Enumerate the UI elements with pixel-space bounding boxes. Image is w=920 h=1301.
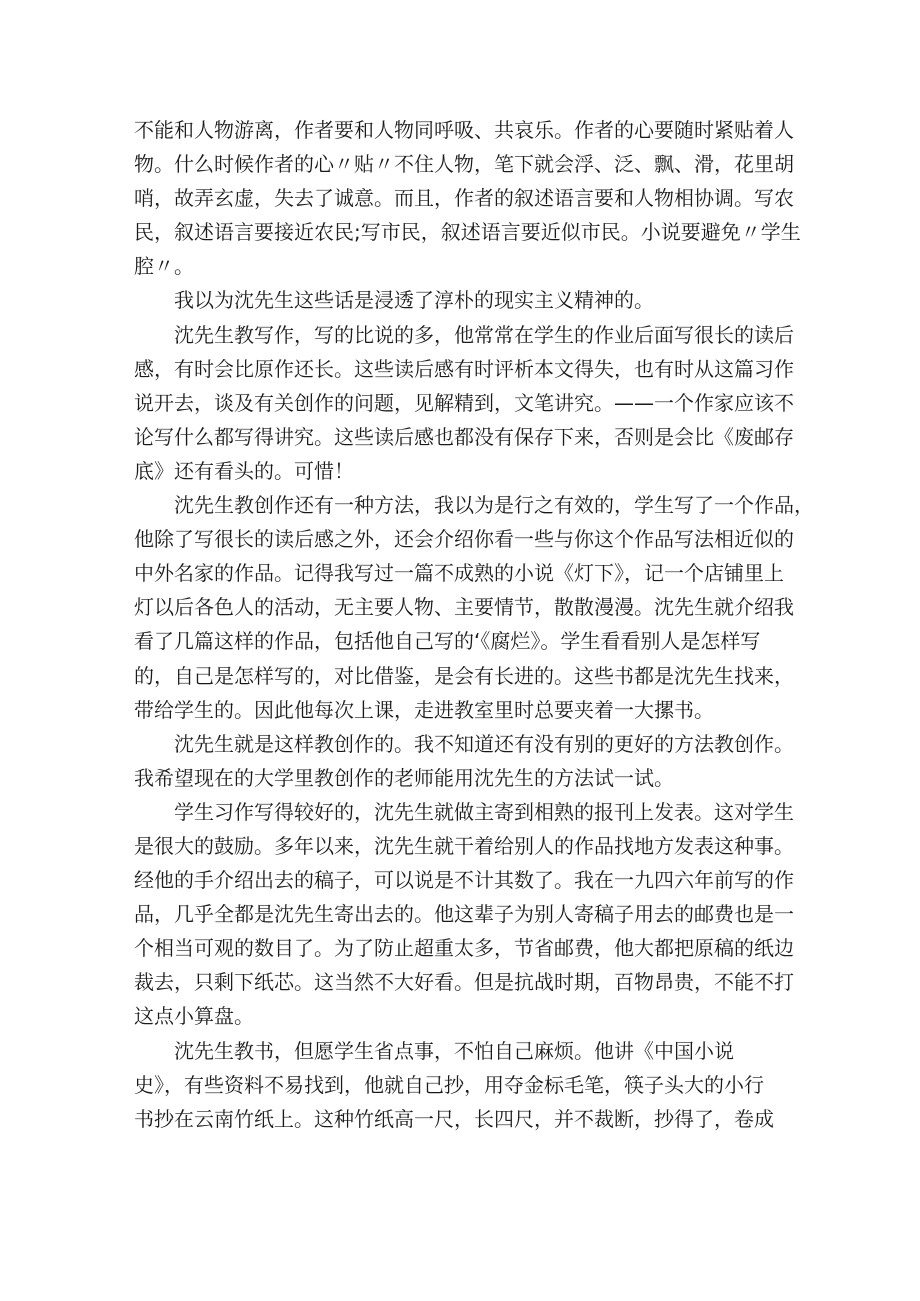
text-line: 灯以后各色人的活动，无主要人物、主要情节，散散漫漫。沈先生就介绍我 [134, 595, 794, 620]
text-line: 带给学生的。因此他每次上课，走进教室里时总要夹着一大摞书。 [134, 697, 714, 722]
text-line: 哨，故弄玄虚，失去了诚意。而且，作者的叙述语言要和人物相协调。写农 [134, 186, 794, 211]
text-line: 史》，有些资料不易找到，他就自己抄，用夺金标毛笔，筷子头大的小行 [134, 1072, 764, 1097]
text-line: 他除了写很长的读后感之外，还会介绍你看一些与你这个作品写法相近似的 [134, 527, 794, 552]
paragraph-first-line: 沈先生就是这样教创作的。我不知道还有没有别的更好的方法教创作。 [174, 731, 794, 756]
paragraph-first-line: 学生习作写得较好的，沈先生就做主寄到相熟的报刊上发表。这对学生 [174, 799, 794, 824]
paragraph-first-line: 沈先生教写作，写的比说的多，他常常在学生的作业后面写很长的读后 [174, 322, 794, 347]
text-line: 是很大的鼓励。多年以来，沈先生就干着给别人的作品找地方发表这种事。 [134, 833, 794, 858]
text-line: 物。什么时候作者的心〃贴〃不住人物，笔下就会浮、泛、飘、滑，花里胡 [134, 152, 794, 177]
text-line: 民，叙述语言要接近农民;写市民，叙述语言要近似市民。小说要避免〃学生 [134, 220, 801, 245]
text-line: 经他的手介绍出去的稿子，可以说是不计其数了。我在一九四六年前写的作 [134, 868, 794, 893]
paragraph-first-line: 沈先生教书，但愿学生省点事，不怕自己麻烦。他讲《中国小说 [174, 1038, 734, 1063]
text-line: 书抄在云南竹纸上。这种竹纸高一尺，长四尺，并不裁断，抄得了，卷成 [134, 1106, 774, 1131]
text-line: 腔〃。 [134, 254, 194, 279]
paragraph-first-line: 我以为沈先生这些话是浸透了淳朴的现实主义精神的。 [174, 288, 654, 313]
text-line: 底》还有看头的。可惜！ [134, 458, 354, 483]
text-line: 看了几篇这样的作品，包括他自己写的‘《腐烂》。学生看看别人是怎样写 [134, 629, 761, 654]
text-line: 个相当可观的数目了。为了防止超重太多，节省邮费，他大都把原稿的纸边 [134, 936, 794, 961]
text-line: 品，几乎全都是沈先生寄出去的。他这辈子为别人寄稿子用去的邮费也是一 [134, 902, 794, 927]
paragraph-first-line: 沈先生教创作还有一种方法，我以为是行之有效的，学生写了一个作品， [174, 493, 814, 518]
text-line: 中外名家的作品。记得我写过一篇不成熟的小说《灯下》，记一个店铺里上 [134, 561, 784, 586]
text-line: 论写什么都写得讲究。这些读后感也都没有保存下来，否则是会比《废邮存 [134, 424, 794, 449]
text-line: 不能和人物游离，作者要和人物同呼吸、共哀乐。作者的心要随时紧贴着人 [134, 118, 794, 142]
text-line: 这点小算盘。 [134, 1004, 254, 1029]
text-line: 裁去，只剩下纸芯。这当然不大好看。但是抗战时期，百物昂贵，不能不打 [134, 970, 794, 995]
article-body [134, 113, 814, 1136]
text-line: 我希望现在的大学里教创作的老师能用沈先生的方法试一试。 [134, 765, 674, 790]
text-line: 说开去，谈及有关创作的问题，见解精到，文笔讲究。——一个作家应该不 [134, 390, 794, 415]
text-line: 感，有时会比原作还长。这些读后感有时评析本文得失，也有时从这篇习作 [134, 356, 794, 381]
text-line: 的，自己是怎样写的，对比借鉴，是会有长进的。这些书都是沈先生找来， [134, 663, 794, 688]
